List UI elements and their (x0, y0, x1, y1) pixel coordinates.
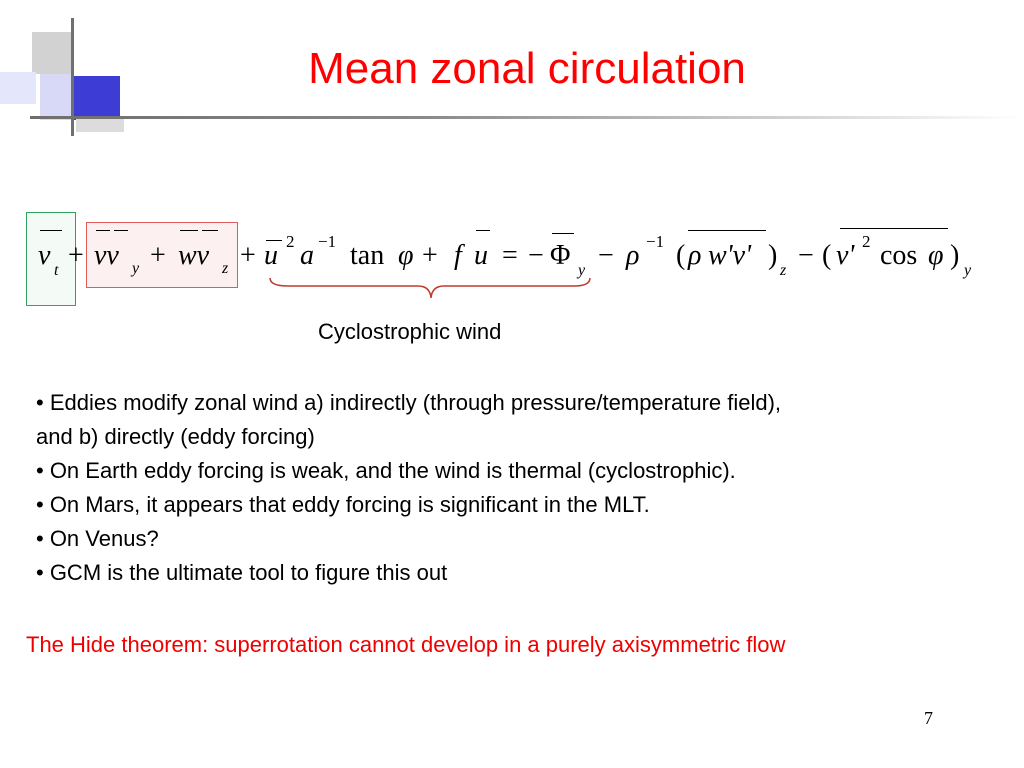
cyclostrophic-brace (268, 276, 594, 302)
hide-theorem-text: The Hide theorem: superrotation cannot develop in a purely axisymmetric flow (26, 632, 786, 657)
eq-lparen-2: ( (822, 240, 832, 271)
bullet-item: • GCM is the ultimate tool to figure this out (36, 560, 448, 585)
eq-rho-exp: −1 (646, 232, 665, 251)
eq-u: u (264, 240, 278, 271)
eq-u-exp: 2 (286, 232, 295, 251)
eq-wv-sub-z: z (780, 262, 787, 279)
eq-a-exp: −1 (318, 232, 337, 251)
eq-phi-cap: Φ (550, 240, 571, 271)
eq-plus-4: + (422, 240, 438, 271)
eq-cos: cos (880, 240, 918, 271)
eq-minus-3: − (798, 240, 814, 271)
eq-final-sub: y (964, 262, 972, 279)
bullet-item: • On Earth eddy forcing is weak, and the wind is thermal (cyclostrophic). (36, 458, 736, 483)
eq-wv-sub: z (222, 260, 229, 277)
bullet-item: • Eddies modify zonal wind a) indirectly (through pressure/temperature field), (36, 390, 782, 415)
eq-plus-2: + (150, 240, 166, 271)
slide-title: Mean zonal circulation (308, 44, 746, 93)
eq-plus-1: + (68, 240, 84, 271)
eq-phi-2: φ (928, 240, 944, 271)
cyclostrophic-wind-label: Cyclostrophic wind (318, 319, 502, 344)
eq-a: a (300, 240, 314, 271)
bullet-item: • On Venus? (36, 526, 159, 551)
eq-f: f (454, 240, 462, 271)
eq-vv-sub: y (132, 260, 140, 277)
eq-equals: = (502, 240, 518, 271)
eq-rho: ρ (626, 240, 640, 271)
momentum-equation (0, 0, 1024, 310)
eq-v: v (38, 240, 51, 271)
bullet-item: • On Mars, it appears that eddy forcing is significant in the MLT. (36, 492, 650, 517)
eq-tan: tan (350, 240, 385, 271)
bullet-item: and b) directly (eddy forcing) (36, 424, 315, 449)
eq-plus-3: + (240, 240, 256, 271)
eq-minus-1: − (528, 240, 544, 271)
page-number: 7 (924, 708, 933, 728)
eq-wv-prime: w'v' (708, 240, 752, 271)
eq-minus-2: − (598, 240, 614, 271)
bullet-list (36, 386, 1016, 590)
eq-wv: wv (178, 240, 210, 271)
eq-rparen-2: ) (950, 240, 960, 271)
eq-v-sub: t (54, 262, 59, 279)
eq-lparen-1: ( (676, 240, 686, 271)
eq-u2: u (474, 240, 488, 271)
eq-phi-cap-sub: y (578, 262, 586, 279)
eq-rparen-1: ) (768, 240, 778, 271)
eq-rho-2: ρ (688, 240, 702, 271)
eq-v-prime: v' (836, 240, 855, 271)
eq-vv: vv (94, 240, 119, 271)
eq-v-prime-exp: 2 (862, 232, 871, 251)
eq-phi: φ (398, 240, 414, 271)
